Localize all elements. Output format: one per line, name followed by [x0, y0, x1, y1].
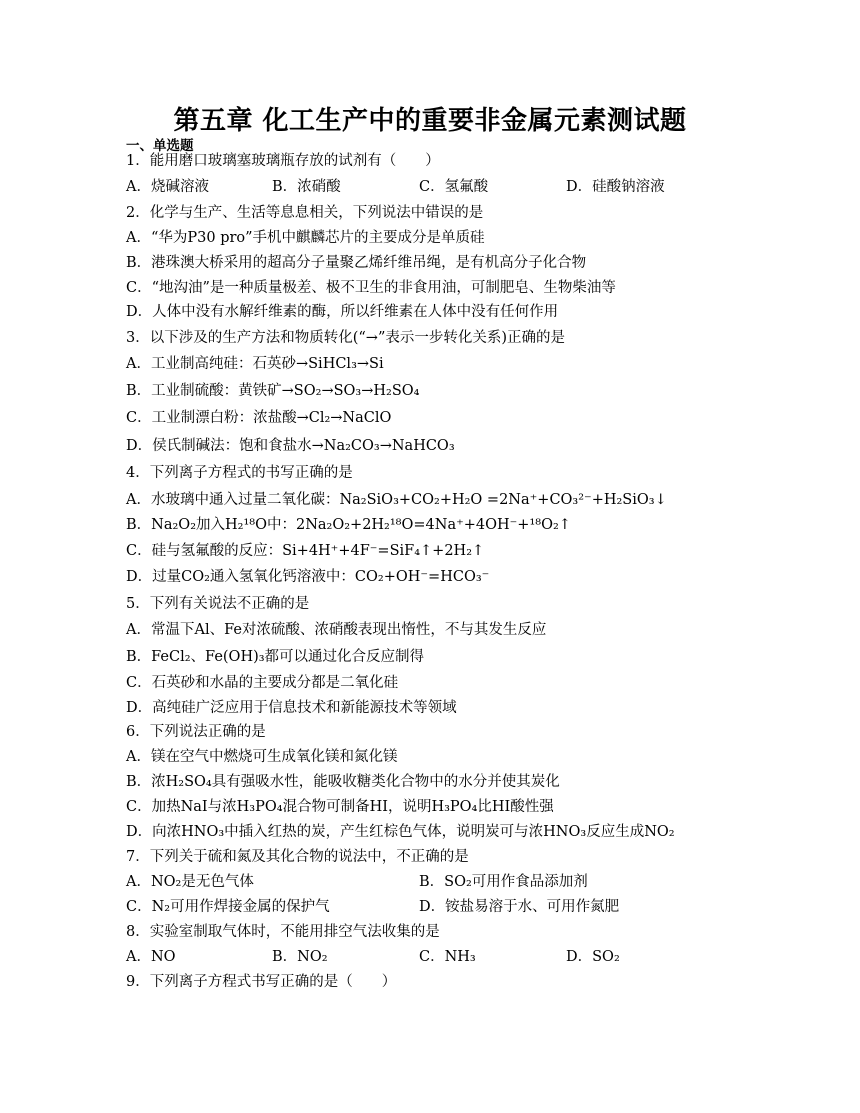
question-stem: 4．下列离子方程式的书写正确的是	[126, 465, 353, 481]
page-title: 第五章 化工生产中的重要非金属元素测试题	[173, 106, 687, 136]
option-c: C．石英砂和水晶的主要成分都是二氧化硅	[126, 675, 399, 691]
option-c: C．N₂可用作焊接金属的保护气	[126, 899, 330, 915]
option-d: D．硅酸钠溶液	[566, 179, 665, 195]
option-a: A．镁在空气中燃烧可生成氧化镁和氮化镁	[126, 749, 398, 765]
question-stem: 3．以下涉及的生产方法和物质转化(“→”表示一步转化关系)正确的是	[126, 330, 566, 346]
option-a: A．水玻璃中通入过量二氧化碳：Na₂SiO₃+CO₂+H₂O =2Na⁺+CO₃²⁻+H₂SiO₃↓	[126, 492, 667, 508]
option-d: D．向浓HNO₃中插入红热的炭，产生红棕色气体，说明炭可与浓HNO₃反应生成NO₂	[126, 824, 675, 840]
option-a: A．工业制高纯硅：石英砂→SiHCl₃→Si	[126, 356, 384, 372]
section-heading: 一、单选题	[126, 138, 194, 154]
option-d: D．铵盐易溶于水、可用作氮肥	[419, 899, 620, 915]
option-a: A．NO	[126, 949, 176, 965]
option-b: B．浓硝酸	[272, 179, 341, 195]
option-c: C．“地沟油”是一种质量极差、极不卫生的非食用油，可制肥皂、生物柴油等	[126, 280, 616, 296]
option-row	[126, 947, 746, 967]
option-a: A．“华为P30 pro”手机中麒麟芯片的主要成分是单质硅	[126, 230, 485, 246]
option-row	[126, 177, 746, 197]
question-stem: 9．下列离子方程式书写正确的是（ ）	[126, 974, 397, 990]
option-b: B．工业制硫酸：黄铁矿→SO₂→SO₃→H₂SO₄	[126, 383, 420, 399]
option-c: C．氢氟酸	[419, 179, 489, 195]
option-d: D．侯氏制碱法：饱和食盐水→Na₂CO₃→NaHCO₃	[126, 438, 455, 454]
option-a: A．烧碱溶液	[126, 179, 209, 195]
question-stem: 7．下列关于硫和氮及其化合物的说法中，不正确的是	[126, 849, 469, 865]
option-d: D．SO₂	[566, 949, 620, 965]
option-row	[126, 897, 746, 917]
option-a: A．NO₂是无色气体	[126, 874, 254, 890]
option-c: C．硅与氢氟酸的反应：Si+4H⁺+4F⁻=SiF₄↑+2H₂↑	[126, 543, 485, 559]
question-stem: 5．下列有关说法不正确的是	[126, 596, 310, 612]
option-b: B．Na₂O₂加入H₂¹⁸O中：2Na₂O₂+2H₂¹⁸O=4Na⁺+4OH⁻+¹⁸O₂↑	[126, 517, 571, 533]
question-stem: 2．化学与生产、生活等息息相关，下列说法中错误的是	[126, 205, 484, 221]
option-d: D．过量CO₂通入氢氧化钙溶液中：CO₂+OH⁻=HCO₃⁻	[126, 569, 490, 585]
option-b: B．浓H₂SO₄具有强吸水性，能吸收糖类化合物中的水分并使其炭化	[126, 774, 560, 790]
option-c: C．加热NaI与浓H₃PO₄混合物可制备HI，说明H₃PO₄比HI酸性强	[126, 799, 554, 815]
option-b: B．NO₂	[272, 949, 328, 965]
question-stem: 6．下列说法正确的是	[126, 724, 266, 740]
option-d: D．高纯硅广泛应用于信息技术和新能源技术等领域	[126, 700, 457, 716]
option-c: C．NH₃	[419, 949, 476, 965]
option-b: B．SO₂可用作食品添加剂	[419, 874, 588, 890]
option-c: C．工业制漂白粉：浓盐酸→Cl₂→NaClO	[126, 410, 392, 426]
question-stem: 1．能用磨口玻璃塞玻璃瓶存放的试剂有（ ）	[126, 153, 440, 169]
question-stem: 8．实验室制取气体时，不能用排空气法收集的是	[126, 924, 440, 940]
option-b: B．FeCl₂、Fe(OH)₃都可以通过化合反应制得	[126, 649, 425, 665]
option-b: B．港珠澳大桥采用的超高分子量聚乙烯纤维吊绳，是有机高分子化合物	[126, 255, 587, 271]
option-row	[126, 872, 746, 892]
option-d: D．人体中没有水解纤维素的酶，所以纤维素在人体中没有任何作用	[126, 304, 559, 320]
option-a: A．常温下Al、Fe对浓硫酸、浓硝酸表现出惰性，不与其发生反应	[126, 622, 547, 638]
